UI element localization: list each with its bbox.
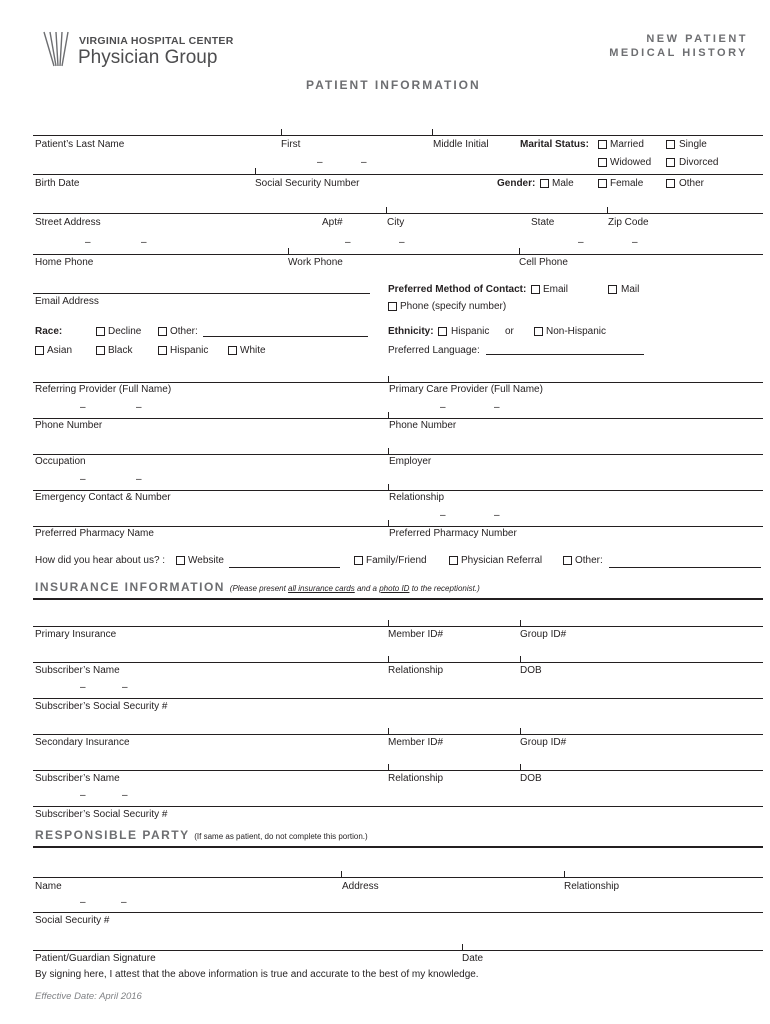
- divorced-label: Divorced: [679, 157, 719, 168]
- apt-label: Apt#: [322, 217, 343, 228]
- street-label: Street Address: [35, 217, 101, 228]
- race-label: Race:: [35, 326, 63, 337]
- emergency-line[interactable]: [33, 490, 763, 491]
- insurance-note: (Please present all insurance cards and a photo ID to the receptionist.): [229, 584, 480, 593]
- ethnicity-nonhispanic-checkbox[interactable]: [534, 327, 543, 336]
- ssn-label: Social Security Number: [255, 178, 360, 189]
- race-white-label: White: [240, 345, 266, 356]
- contact-phone-label: Phone (specify number): [400, 301, 507, 312]
- secondary-subscriber-line[interactable]: [33, 770, 763, 771]
- referring-provider-label: Referring Provider (Full Name): [35, 384, 172, 395]
- secondary-insurance-line[interactable]: [33, 734, 763, 735]
- pharmacy-line[interactable]: [33, 526, 763, 527]
- home-phone-label: Home Phone: [35, 257, 94, 268]
- race-asian-label: Asian: [47, 345, 73, 356]
- race-other-checkbox[interactable]: [158, 327, 167, 336]
- race-hispanic-checkbox[interactable]: [158, 346, 167, 355]
- employer-label: Employer: [389, 456, 432, 467]
- hear-physician-label: Physician Referral: [461, 555, 543, 566]
- responsible-divider: [33, 846, 763, 848]
- female-checkbox[interactable]: [598, 179, 607, 188]
- ethnicity-nonhispanic-label: Non-Hispanic: [546, 326, 607, 337]
- other-gender-label: Other: [679, 178, 705, 189]
- middle-initial-label: Middle Initial: [433, 139, 489, 150]
- hear-other-input[interactable]: [609, 567, 761, 568]
- email-line[interactable]: [33, 293, 370, 294]
- single-label: Single: [679, 139, 707, 150]
- signature-line[interactable]: [33, 950, 763, 951]
- secondary-sub-ssn-label: Subscriber’s Social Security #: [35, 809, 168, 820]
- contact-method-label: Preferred Method of Contact:: [388, 284, 527, 295]
- occupation-line[interactable]: [33, 454, 763, 455]
- race-hispanic-label: Hispanic: [170, 345, 209, 356]
- pharmacy-number-label: Preferred Pharmacy Number: [389, 528, 517, 539]
- primary-dob-label: DOB: [520, 665, 542, 676]
- logo-mark-icon: [40, 30, 74, 70]
- language-label: Preferred Language:: [388, 345, 480, 356]
- responsible-ssn-label: Social Security #: [35, 915, 110, 926]
- emergency-label: Emergency Contact & Number: [35, 492, 171, 503]
- secondary-member-label: Member ID#: [388, 737, 444, 748]
- hear-other-checkbox[interactable]: [563, 556, 572, 565]
- hear-family-checkbox[interactable]: [354, 556, 363, 565]
- form-title-1: NEW PATIENT: [646, 33, 748, 45]
- address-line[interactable]: [33, 213, 763, 214]
- contact-mail-label: Mail: [621, 284, 640, 295]
- hear-about-label: How did you hear about us? :: [35, 555, 166, 566]
- female-label: Female: [610, 178, 644, 189]
- primary-subscriber-label: Subscriber’s Name: [35, 665, 120, 676]
- insurance-title: INSURANCE INFORMATION (Please present all insurance cards and a photo ID to the receptionist.): [35, 580, 480, 594]
- pharmacy-name-label: Preferred Pharmacy Name: [35, 528, 154, 539]
- contact-email-checkbox[interactable]: [531, 285, 540, 294]
- ethnicity-hispanic-label: Hispanic: [451, 326, 490, 337]
- responsible-title: RESPONSIBLE PARTY (If same as patient, do not complete this portion.): [35, 828, 368, 842]
- primary-sub-ssn-line[interactable]: [33, 698, 763, 699]
- married-checkbox[interactable]: [598, 140, 607, 149]
- widowed-checkbox[interactable]: [598, 158, 607, 167]
- first-name-label: First: [281, 139, 301, 150]
- other-gender-checkbox[interactable]: [666, 179, 675, 188]
- zip-label: Zip Code: [608, 217, 649, 228]
- responsible-address-label: Address: [342, 881, 379, 892]
- primary-sub-ssn-label: Subscriber’s Social Security #: [35, 701, 168, 712]
- married-label: Married: [610, 139, 644, 150]
- ethnicity-label: Ethnicity:: [388, 326, 434, 337]
- responsible-relationship-label: Relationship: [564, 881, 620, 892]
- primary-phone-label: Phone Number: [389, 420, 457, 431]
- secondary-sub-ssn-line[interactable]: [33, 806, 763, 807]
- signature-label: Patient/Guardian Signature: [35, 953, 156, 964]
- primary-subscriber-line[interactable]: [33, 662, 763, 663]
- race-decline-checkbox[interactable]: [96, 327, 105, 336]
- name-line[interactable]: [33, 135, 763, 136]
- race-black-checkbox[interactable]: [96, 346, 105, 355]
- secondary-dob-label: DOB: [520, 773, 542, 784]
- work-phone-label: Work Phone: [288, 257, 343, 268]
- race-black-label: Black: [108, 345, 133, 356]
- marital-status-label: Marital Status:: [520, 139, 589, 150]
- secondary-insurance-label: Secondary Insurance: [35, 737, 130, 748]
- hear-family-label: Family/Friend: [366, 555, 427, 566]
- logo-line-1: VIRGINIA HOSPITAL CENTER: [79, 35, 234, 47]
- language-input[interactable]: [486, 354, 644, 355]
- responsible-name-line[interactable]: [33, 877, 763, 878]
- ethnicity-hispanic-checkbox[interactable]: [438, 327, 447, 336]
- responsible-name-label: Name: [35, 881, 62, 892]
- gender-label: Gender:: [497, 178, 536, 189]
- last-name-label: Patient’s Last Name: [35, 139, 125, 150]
- responsible-note: (If same as patient, do not complete this portion.): [194, 832, 368, 841]
- form-title-2: MEDICAL HISTORY: [609, 47, 748, 59]
- secondary-relationship-label: Relationship: [388, 773, 444, 784]
- race-asian-checkbox[interactable]: [35, 346, 44, 355]
- referring-phone-label: Phone Number: [35, 420, 103, 431]
- website-input[interactable]: [229, 567, 340, 568]
- primary-care-label: Primary Care Provider (Full Name): [389, 384, 543, 395]
- race-decline-label: Decline: [108, 326, 142, 337]
- male-label: Male: [552, 178, 574, 189]
- hear-website-label: Website: [188, 555, 224, 566]
- phone-line[interactable]: [33, 254, 763, 255]
- birth-date-label: Birth Date: [35, 178, 80, 189]
- insurance-divider: [33, 598, 763, 600]
- provider-line[interactable]: [33, 382, 763, 383]
- divorced-checkbox[interactable]: [666, 158, 675, 167]
- signature-date-label: Date: [462, 953, 484, 964]
- email-label: Email Address: [35, 296, 99, 307]
- race-other-label: Other:: [170, 326, 198, 337]
- logo-line-2: Physician Group: [78, 47, 218, 68]
- provider-phone-line[interactable]: [33, 418, 763, 419]
- contact-phone-checkbox[interactable]: [388, 302, 397, 311]
- secondary-subscriber-label: Subscriber’s Name: [35, 773, 120, 784]
- race-white-checkbox[interactable]: [228, 346, 237, 355]
- contact-email-label: Email: [543, 284, 569, 295]
- city-label: City: [387, 217, 405, 228]
- responsible-ssn-line[interactable]: [33, 912, 763, 913]
- hear-website-checkbox[interactable]: [176, 556, 185, 565]
- primary-insurance-line[interactable]: [33, 626, 763, 627]
- secondary-group-label: Group ID#: [520, 737, 567, 748]
- effective-date: Effective Date: April 2016: [35, 991, 142, 1002]
- birth-line[interactable]: [33, 174, 763, 175]
- widowed-label: Widowed: [610, 157, 652, 168]
- state-label: State: [531, 217, 555, 228]
- cell-phone-label: Cell Phone: [519, 257, 568, 268]
- primary-insurance-label: Primary Insurance: [35, 629, 117, 640]
- primary-relationship-label: Relationship: [388, 665, 444, 676]
- occupation-label: Occupation: [35, 456, 86, 467]
- race-other-input[interactable]: [203, 336, 368, 337]
- contact-mail-checkbox[interactable]: [608, 285, 617, 294]
- section-title-patient: PATIENT INFORMATION: [306, 78, 481, 92]
- hear-physician-checkbox[interactable]: [449, 556, 458, 565]
- primary-member-label: Member ID#: [388, 629, 444, 640]
- emergency-relationship-label: Relationship: [389, 492, 445, 503]
- male-checkbox[interactable]: [540, 179, 549, 188]
- attestation-text: By signing here, I attest that the above information is true and accurate to the best of my knowledge.: [35, 969, 479, 980]
- ethnicity-or: or: [505, 326, 514, 337]
- single-checkbox[interactable]: [666, 140, 675, 149]
- hear-other-label: Other:: [575, 555, 603, 566]
- primary-group-label: Group ID#: [520, 629, 567, 640]
